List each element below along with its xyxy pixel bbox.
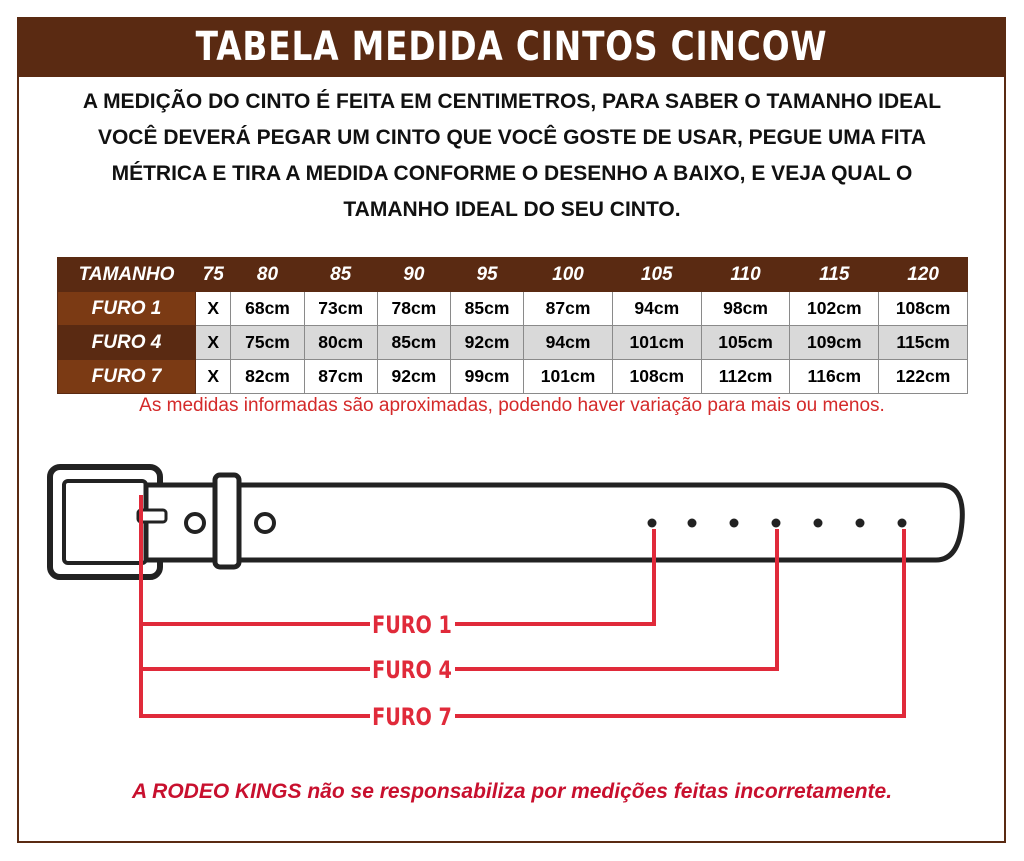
table-header-cell: 120	[879, 258, 968, 292]
table-cell: 85cm	[450, 292, 523, 326]
rivet-icon	[186, 514, 204, 532]
table-cell: 116cm	[790, 360, 879, 394]
belt-hole	[730, 519, 739, 528]
table-cell: 73cm	[304, 292, 377, 326]
table-cell: X	[196, 326, 231, 360]
furo7-label: FURO 7	[372, 704, 452, 732]
table-cell: 109cm	[790, 326, 879, 360]
table-cell: 87cm	[524, 292, 613, 326]
size-table	[57, 257, 968, 394]
table-header-cell: TAMANHO	[58, 258, 196, 292]
row-label: FURO 7	[58, 360, 196, 394]
page-title: TABELA MEDIDA CINTOS CINCOW	[106, 17, 917, 77]
table-cell: 101cm	[524, 360, 613, 394]
furo4-label: FURO 4	[372, 657, 452, 685]
table-cell: 102cm	[790, 292, 879, 326]
table-row	[58, 292, 968, 326]
table-cell: 94cm	[612, 292, 701, 326]
row-label: FURO 1	[58, 292, 196, 326]
table-cell: 108cm	[612, 360, 701, 394]
intro-text	[30, 84, 994, 228]
table-cell: 108cm	[879, 292, 968, 326]
belt-diagram	[0, 450, 1024, 740]
table-header-cell: 100	[524, 258, 613, 292]
table-cell: 87cm	[304, 360, 377, 394]
table-cell: 105cm	[701, 326, 790, 360]
belt-hole	[814, 519, 823, 528]
belt-hole	[648, 519, 657, 528]
intro-line: TAMANHO IDEAL DO SEU CINTO.	[343, 198, 681, 221]
table-header-cell: 75	[196, 258, 231, 292]
table-header-cell: 110	[701, 258, 790, 292]
table-cell: 112cm	[701, 360, 790, 394]
table-row	[58, 360, 968, 394]
intro-line: MÉTRICA E TIRA A MEDIDA CONFORME O DESENHO A BAIXO, E VEJA QUAL O	[111, 162, 913, 185]
table-cell: 122cm	[879, 360, 968, 394]
belt-loop	[215, 475, 239, 567]
table-header-cell: 95	[450, 258, 523, 292]
buckle-inner	[64, 481, 146, 563]
table-cell: 78cm	[377, 292, 450, 326]
table-cell: 85cm	[377, 326, 450, 360]
table-cell: 68cm	[231, 292, 304, 326]
table-cell: 99cm	[450, 360, 523, 394]
table-header-cell: 80	[231, 258, 304, 292]
table-cell: 75cm	[231, 326, 304, 360]
belt-hole	[772, 519, 781, 528]
table-row	[58, 326, 968, 360]
row-label: FURO 4	[58, 326, 196, 360]
table-cell: 80cm	[304, 326, 377, 360]
furo1-label: FURO 1	[372, 612, 452, 640]
table-cell: 94cm	[524, 326, 613, 360]
belt-hole	[856, 519, 865, 528]
belt-hole	[688, 519, 697, 528]
table-header-row	[58, 258, 968, 292]
table-cell: X	[196, 292, 231, 326]
table-cell: 98cm	[701, 292, 790, 326]
table-cell: X	[196, 360, 231, 394]
rivet-icon	[256, 514, 274, 532]
intro-line: VOCÊ DEVERÁ PEGAR UM CINTO QUE VOCÊ GOSTE DE USAR, PEGUE UMA FITA	[97, 126, 927, 149]
table-header-cell: 105	[612, 258, 701, 292]
intro-line: A MEDIÇÃO DO CINTO É FEITA EM CENTIMETROS, PARA SABER O TAMANHO IDEAL	[82, 90, 942, 113]
table-header-cell: 90	[377, 258, 450, 292]
table-cell: 101cm	[612, 326, 701, 360]
table-cell: 92cm	[377, 360, 450, 394]
approximation-note: As medidas informadas são aproximadas, podendo haver variação para mais ou menos.	[139, 395, 885, 416]
table-cell: 92cm	[450, 326, 523, 360]
belt-hole	[898, 519, 907, 528]
table-header-cell: 85	[304, 258, 377, 292]
table-cell: 115cm	[879, 326, 968, 360]
table-header-cell: 115	[790, 258, 879, 292]
disclaimer: A RODEO KINGS não se responsabiliza por medições feitas incorretamente.	[131, 780, 893, 803]
table-cell: 82cm	[231, 360, 304, 394]
